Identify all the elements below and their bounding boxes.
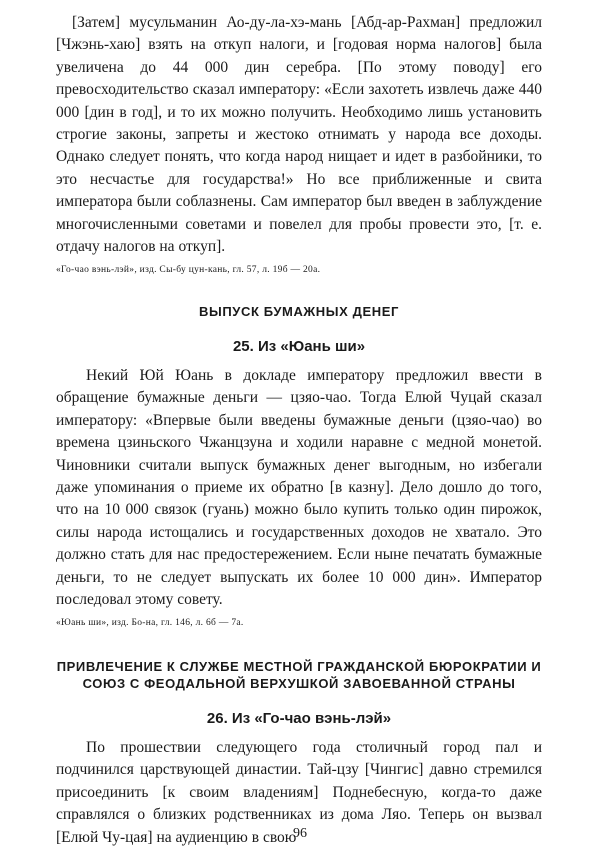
document-heading-25: 25. Из «Юань ши» — [232, 337, 366, 355]
page-body — [56, 12, 542, 849]
section-heading-bureaucracy: ПРИВЛЕЧЕНИЕ К СЛУЖБЕ МЕСТНОЙ ГРАЖДАНСКОЙ БЮРОКРАТИИ И СОЮЗ С ФЕОДАЛЬНОЙ ВЕРХУШКОЙ ЗАВОЕВАННОЙ СТРАНЫ — [56, 658, 542, 691]
section-heading-paper-money: ВЫПУСК БУМАЖНЫХ ДЕНЕГ — [199, 303, 399, 319]
bureaucracy-paragraph: По прошествии следующего года столичный город пал и подчинился царствующей династии. Тай-цзу [Чингис] давно стремился присоединить [к своим владениям] Поднебесную, когда-то даже справлялся о близких родственниках из дома Ляо. Теперь он вызвал [Елюй Чу-цая] на аудиенцию в свою — [56, 738, 542, 846]
paper-money-source-citation: «Юань ши», изд. Бо-на, гл. 146, л. 6б — 7а. — [56, 618, 244, 629]
paper-money-paragraph: Некий Юй Юань в докладе императору предложил ввести в обращение бумажные деньги — цзяо-чао. Тогда Елюй Чуцай сказал императору: «Впервые были введены бумажные деньги (цзяо-чао) во времена цзиньского Чжанцзуна и ходили наравне с медной монетой. Чиновники считали выпуск бумажных денег выгодным, но избегали даже упоминания о приеме их обратно [в казну]. Дело дошло до того, что на 10 000 связок (гуань) можно было купить только один пирожок, силы народа истощались и государственных доходов не хватало. Это должно стать для нас предостережением. Если ныне печатать бумажные деньги, то не следует выпускать их более 10 000 дин». Император последовал этому совету. — [56, 366, 542, 609]
top-source-citation: «Го-чао вэнь-лэй», изд. Сы-бу цун-кань, гл. 57, л. 19б — 20а. — [56, 265, 321, 276]
top-paragraph: [Затем] мусульманин Ао-ду-ла-хэ-мань [Абд-ар-Рахман] предложил [Чжэнь-хаю] взять на откуп налоги, и [годовая норма налогов] была увеличена до 44 000 дин серебра. [По этому поводу] его превосходительство сказал императору: «Если захотеть извлечь даже 440 000 [дин в год], и то их можно получить. Необходимо лишь установить строгие законы, запреты и жестоко отнимать у народа все доходы. Однако следует понять, что когда народ нищает и идет в разбойники, то это несчастье для государства!» Но все приближенные и свита императора были соблазнены. Сам император был введен в заблуждение многочисленными советами и повелел для пробы провести это, [т. е. отдачу налогов на откуп]. — [56, 14, 542, 256]
document-heading-26: 26. Из «Го-чао вэнь-лэй» — [206, 709, 392, 727]
page-number: 96 — [293, 826, 307, 841]
